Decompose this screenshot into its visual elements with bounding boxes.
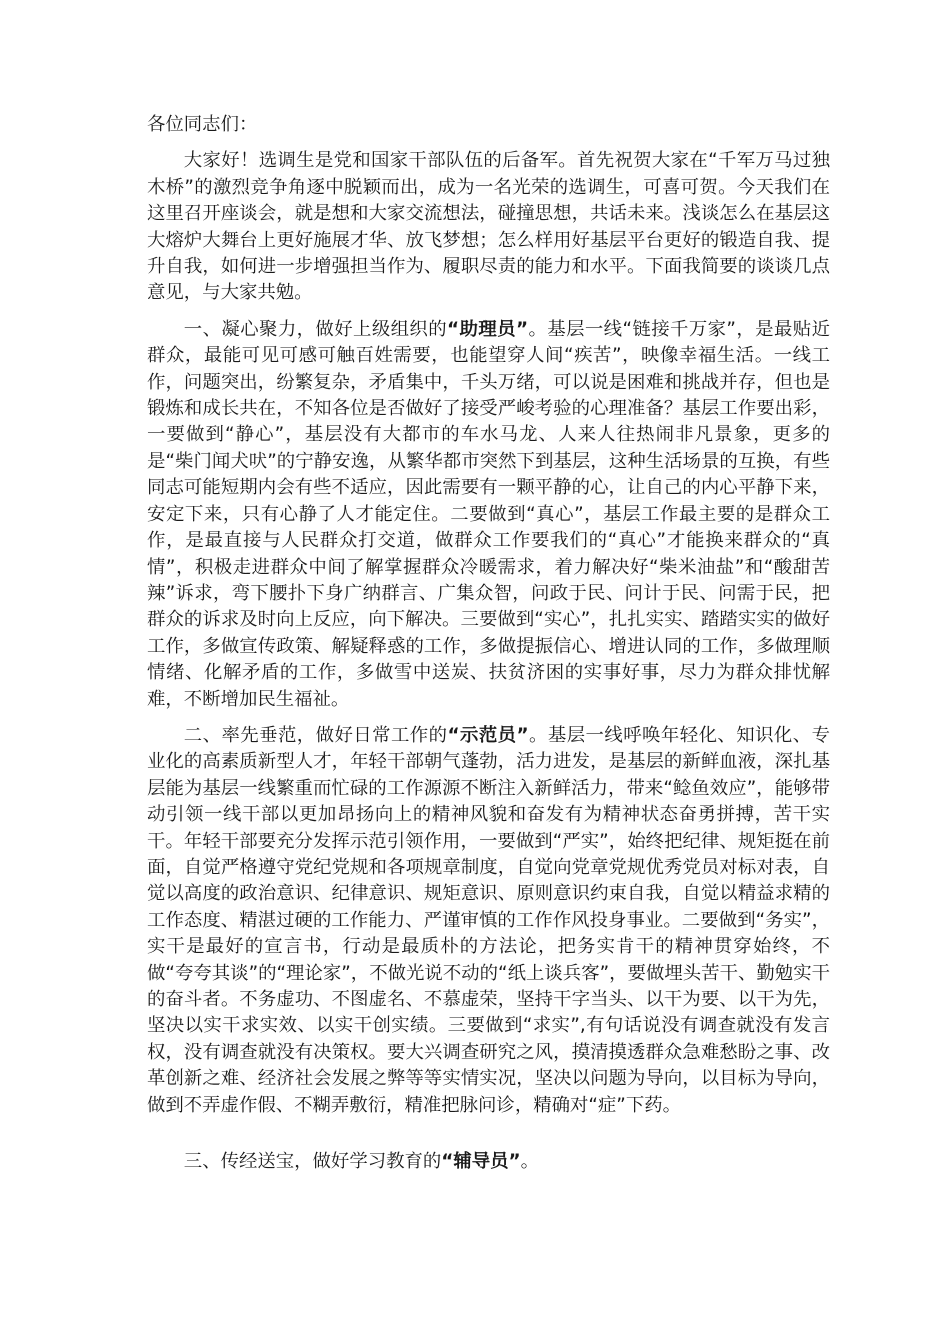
section-2-title-prefix: 二、率先垂范，做好日常工作的: [183, 724, 448, 746]
section-3-title-suffix: 。: [520, 1151, 540, 1173]
section-3-heading: [147, 1149, 830, 1175]
document-page: [147, 112, 830, 1185]
section-1-paragraph: [147, 317, 830, 713]
salutation: 各位同志们：: [147, 114, 258, 135]
section-1-title-prefix: 一、凝心聚力，做好上级组织的: [183, 318, 448, 340]
section-1-body: 。基层一线“链接千万家”，是最贴近群众，最能可见可感可触百姓需要，也能望穿人间“疾苦”，映像幸福生活。一线工作，问题突出，纷繁复杂，矛盾集中，千头万绪，可以说是困难和挑战并存，但也是锻炼和成长共在，不知各位是否做好了接受严峻考验的心理准备？基层工作要出彩，一要做到“静心”，基层没有大都市的车水马龙、人来人往热闹非凡景象，更多的是“柴门闻犬吠”的宁静安逸，从繁华都市突然下到基层，这种生活场景的互换，有些同志可能短期内会有些不适应，因此需要有一颗平静的心，让自己的内心平静下来，安定下来，只有心静了人才能定住。二要做到“真心”，基层工作最主要的是群众工作，是最直接与人民群众打交道，做群众工作要我们的“真心”才能换来群众的“真情”，积极走进群众中间了解掌握群众冷暖需求，着力解决好“柴米油盐”和“酸甜苦辣”诉求，弯下腰扑下身广纳群言、广集众智，问政于民、问计于民、问需于民，把群众的诉求及时向上反应，向下解决。三要做到“实心”，扎扎实实、踏踏实实的做好工作，多做宣传政策、解疑释惑的工作，多做提振信心、增进认同的工作，多做理顺情绪、化解矛盾的工作，多做雪中送炭、扶贫济困的实事好事，尽力为群众排忧解难，不断增加民生福祉。: [147, 318, 830, 710]
section-1-title-bold: “助理员”: [447, 318, 529, 340]
section-3-title-bold: “辅导员”: [441, 1151, 521, 1173]
section-2-title-bold: “示范员”: [447, 724, 529, 746]
section-2-paragraph: [147, 723, 830, 1119]
section-3-title-prefix: 三、传经送宝，做好学习教育的: [183, 1151, 442, 1173]
intro-paragraph: 大家好！选调生是党和国家干部队伍的后备军。首先祝贺大家在“千军万马过独木桥”的激烈竞争角逐中脱颖而出，成为一名光荣的选调生，可喜可贺。今天我们在这里召开座谈会，就是想和大家交流想法，碰撞思想，共话未来。浅谈怎么在基层这大熔炉大舞台上更好施展才华、放飞梦想；怎么样用好基层平台更好的锻造自我、提升自我，如何进一步增强担当作为、履职尽责的能力和水平。下面我简要的谈谈几点意见，与大家共勉。: [147, 150, 830, 304]
section-2-body: 。基层一线呼唤年轻化、知识化、专业化的高素质新型人才，年轻干部朝气蓬勃，活力进发，是基层的新鲜血液，深扎基层能为基层一线繁重而忙碌的工作源源不断注入新鲜活力，带来“鲶鱼效应”，能够带动引领一线干部以更加昂扬向上的精神风貌和奋发有为精神状态奋勇拼搏，苦干实干。年轻干部要充分发挥示范引领作用，一要做到“严实”，始终把纪律、规矩挺在前面，自觉严格遵守党纪党规和各项规章制度，自觉向党章党规优秀党员对标对表，自觉以高度的政治意识、纪律意识、规矩意识、原则意识约束自我，自觉以精益求精的工作态度、精湛过硬的工作能力、严谨审慎的工作作风投身事业。二要做到“务实”，实干是最好的宣言书，行动是最质朴的方法论，把务实肯干的精神贯穿始终，不做“夸夸其谈”的“理论家”，不做光说不动的“纸上谈兵客”，要做埋头苦干、勤勉实干的奋斗者。不务虚功、不图虚名、不慕虚荣，坚持干字当头、以干为要、以干为先，坚决以实干求实效、以实干创实绩。三要做到“求实”,有句话说没有调查就没有发言权，没有调查就没有决策权。要大兴调查研究之风，摸清摸透群众急难愁盼之事、改革创新之难、经济社会发展之弊等等实情实况，坚决以问题为导向，以目标为导向，做到不弄虚作假、不糊弄敷衍，精准把脉问诊，精确对“症”下药。: [147, 724, 830, 1116]
